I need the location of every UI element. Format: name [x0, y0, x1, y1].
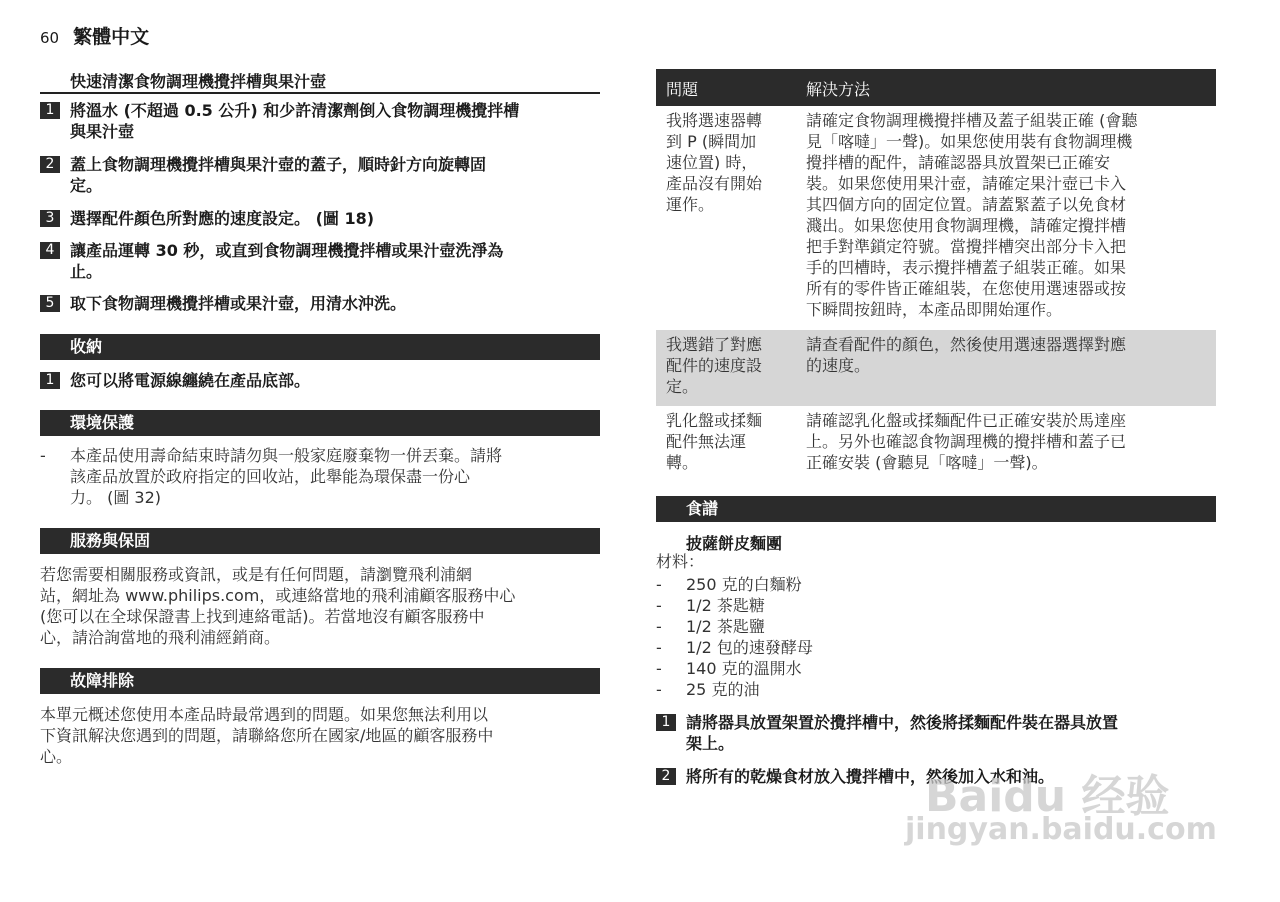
step-number-badge: 1	[40, 102, 60, 119]
step-text: 取下食物調理機攪拌槽或果汁壺，用清水沖洗。	[70, 294, 407, 313]
problem-cell: 我選錯了對應 配件的速度設 定。	[666, 335, 763, 396]
troubleshooting-table-header	[656, 69, 1216, 106]
step-text: 蓋上食物調理機攪拌槽與果汁壺的蓋子，順時針方向旋轉固 定。	[70, 155, 487, 195]
step-number-badge: 2	[656, 768, 676, 785]
bullet-dash: -	[656, 659, 662, 678]
table-row	[656, 106, 1216, 330]
step-text: 您可以將電源線纏繞在產品底部。	[70, 371, 311, 390]
ingredient-text: 1/2 包的速發酵母	[686, 638, 813, 657]
section-bar-storage	[40, 334, 600, 360]
step-text: 請將器具放置架置於攪拌槽中，然後將揉麵配件裝在器具放置 架上。	[686, 713, 1119, 753]
page-number: 60	[40, 29, 60, 47]
page-header	[40, 22, 149, 49]
bullet-dash: -	[40, 446, 46, 465]
ingredient-text: 25 克的油	[686, 680, 760, 699]
bullet-dash: -	[656, 638, 662, 657]
step-number-badge: 1	[656, 714, 676, 731]
service-paragraph: 若您需要相關服務或資訊，或是有任何問題，請瀏覽飛利浦網 站，網址為 www.philips.com，或連絡當地的飛利浦顧客服務中心 (您可以在全球保證書上找到連絡電話)。若當地沒有顧客服務中 心，請洽詢當地的飛利浦經銷商。	[40, 565, 516, 647]
watermark-url: jingyan.baidu.com	[905, 812, 1217, 847]
column-header-problem: 問題	[666, 80, 699, 99]
section-title: 服務與保固	[70, 531, 151, 550]
watermark-logo: Baidu 经验	[925, 771, 1170, 822]
quick-clean-heading: 快速清潔食物調理機攪拌槽與果汁壺	[70, 72, 327, 91]
problem-cell: 乳化盤或揉麵 配件無法運 轉。	[666, 411, 763, 472]
step-text: 選擇配件顏色所對應的速度設定。 (圖 18)	[70, 209, 375, 228]
solution-cell: 請確定食物調理機攪拌槽及蓋子組裝正確 (會聽 見「喀噠」一聲)。如果您使用裝有食物調理機 攪拌槽的配件，請確認器具放置架已正確安 裝。如果您使用果汁壺，請確定果汁壺已卡入 其四個方向的固定位置。請蓋緊蓋子以免食材 濺出。如果您使用食物調理機，請確定攪拌槽 把手對準鎖定符號。當攪拌槽突出部分卡入把 手的凹槽時，表示攪拌槽蓋子組裝正確。如果 所有的零件皆正確組裝，在您使用選速器或按 下瞬間按鈕時，本產品即開始運作。	[806, 111, 1138, 319]
recipe-title: 披薩餅皮麵團	[686, 534, 783, 553]
bullet-dash: -	[656, 575, 662, 594]
bullet-dash: -	[656, 680, 662, 699]
step-text: 將溫水 (不超過 0.5 公升) 和少許清潔劑倒入食物調理機攪拌槽 與果汁壺	[70, 101, 520, 141]
step-number-badge: 2	[40, 156, 60, 173]
troubleshooting-paragraph: 本單元概述您使用本產品時最常遇到的問題。如果您無法利用以 下資訊解決您遇到的問題，請聯絡您所在國家/地區的顧客服務中 心。	[40, 705, 494, 766]
step-number-badge: 4	[40, 242, 60, 259]
column-header-solution: 解決方法	[806, 80, 871, 99]
section-bar-environment	[40, 410, 600, 436]
solution-cell: 請查看配件的顏色，然後使用選速器選擇對應 的速度。	[806, 335, 1127, 375]
heading-rule	[40, 92, 600, 94]
ingredients-label: 材料：	[656, 552, 705, 571]
table-row	[656, 406, 1216, 482]
bullet-dash: -	[656, 596, 662, 615]
step-number-badge: 3	[40, 210, 60, 227]
section-title: 食譜	[686, 499, 719, 518]
section-bar-recipes	[656, 496, 1216, 522]
ingredient-text: 140 克的溫開水	[686, 659, 802, 678]
step-text: 讓產品運轉 30 秒，或直到食物調理機攪拌槽或果汁壺洗淨為 止。	[70, 241, 504, 281]
ingredient-text: 1/2 茶匙鹽	[686, 617, 765, 636]
ingredient-text: 250 克的白麵粉	[686, 575, 802, 594]
step-number-badge: 5	[40, 295, 60, 312]
table-row	[656, 330, 1216, 406]
section-title: 收納	[70, 337, 103, 356]
problem-cell: 我將選速器轉 到 P (瞬間加 速位置) 時， 產品沒有開始 運作。	[666, 111, 763, 214]
environment-text: 本產品使用壽命結束時請勿與一般家庭廢棄物一併丟棄。請將 該產品放置於政府指定的回收站，此舉能為環保盡一份心 力。 (圖 32)	[70, 446, 503, 507]
section-title: 故障排除	[70, 671, 135, 690]
language-label: 繁體中文	[73, 26, 150, 48]
bullet-dash: -	[656, 617, 662, 636]
section-bar-troubleshooting	[40, 668, 600, 694]
ingredient-text: 1/2 茶匙糖	[686, 596, 765, 615]
section-bar-service	[40, 528, 600, 554]
solution-cell: 請確認乳化盤或揉麵配件已正確安裝於馬達座 上。另外也確認食物調理機的攪拌槽和蓋子已 正確安裝 (會聽見「喀噠」一聲)。	[806, 411, 1127, 472]
step-number-badge: 1	[40, 372, 60, 389]
step-text: 將所有的乾燥食材放入攪拌槽中，然後加入水和油。	[686, 767, 1055, 786]
section-title: 環境保護	[70, 413, 135, 432]
